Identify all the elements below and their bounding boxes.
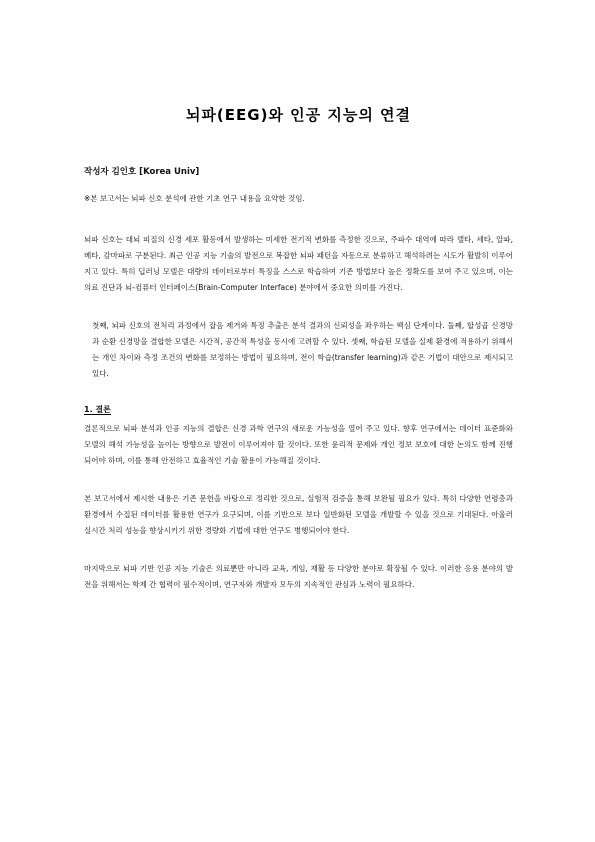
section-heading xyxy=(84,404,513,415)
paragraph-points: 첫째, 뇌파 신호의 전처리 과정에서 잡음 제거와 특징 추출은 분석 결과의 신뢰성을 좌우하는 핵심 단계이다. 둘째, 합성곱 신경망과 순환 신경망을 결합한 모델은 시간적, 공간적 특성을 동시에 고려할 수 있다. 셋째, 학습된 모델을 실제 환경에 적용하기 위해서는 개인 차이와 측정 조건의 변화를 보정하는 방법이 필요하며, 전이 학습(transfer learning)과 같은 기법이 대안으로 제시되고 있다. xyxy=(92,321,513,378)
author-line: 작성자 김인호 [Korea Univ] xyxy=(84,167,200,177)
document-title: 뇌파(EEG)와 인공 지능의 연결 xyxy=(185,106,412,124)
paragraph-limitations: 본 보고서에서 제시한 내용은 기존 문헌을 바탕으로 정리한 것으로, 실험적 검증을 통해 보완될 필요가 있다. 특히 다양한 연령층과 환경에서 수집된 데이터를 활용한 연구가 요구되며, 이를 기반으로 보다 일반화된 모델을 개발할 수 있을 것으로 기대된다. 아울러 실시간 처리 성능을 향상시키기 위한 경량화 기법에 대한 연구도 병행되어야 한다. xyxy=(84,494,513,535)
note-line: ※본 보고서는 뇌파 신호 분석에 관한 기초 연구 내용을 요약한 것임. xyxy=(84,194,305,203)
section-heading-text: 1. 결론 xyxy=(84,405,111,414)
paragraph-intro: 뇌파 신호는 대뇌 피질의 신경 세포 활동에서 발생하는 미세한 전기적 변화를 측정한 것으로, 주파수 대역에 따라 델타, 세타, 알파, 베타, 감마파로 구분된다. 최근 인공 지능 기술의 발전으로 복잡한 뇌파 패턴을 자동으로 분류하고 해석하려는 시도가 활발히 이루어지고 있다. 특히 딥러닝 모델은 대량의 데이터로부터 특징을 스스로 학습하여 기존 방법보다 높은 정확도를 보여 주고 있으며, 이는 의료 진단과 뇌-컴퓨터 인터페이스(Brain-Computer Interface) 분야에서 중요한 의미를 가진다. xyxy=(84,235,513,292)
paragraph-conclusion: 결론적으로 뇌파 분석과 인공 지능의 결합은 신경 과학 연구의 새로운 가능성을 열어 주고 있다. 향후 연구에서는 데이터 표준화와 모델의 해석 가능성을 높이는 방향으로 발전이 이루어져야 할 것이다. 또한 윤리적 문제와 개인 정보 보호에 대한 논의도 함께 진행되어야 하며, 이를 통해 안전하고 효율적인 기술 활용이 가능해질 것이다. xyxy=(84,424,513,465)
paragraph-final: 마지막으로 뇌파 기반 인공 지능 기술은 의료뿐만 아니라 교육, 게임, 재활 등 다양한 분야로 확장될 수 있다. 이러한 응용 분야의 발전을 위해서는 학제 간 협력이 필수적이며, 연구자와 개발자 모두의 지속적인 관심과 노력이 필요하다. xyxy=(84,564,513,589)
